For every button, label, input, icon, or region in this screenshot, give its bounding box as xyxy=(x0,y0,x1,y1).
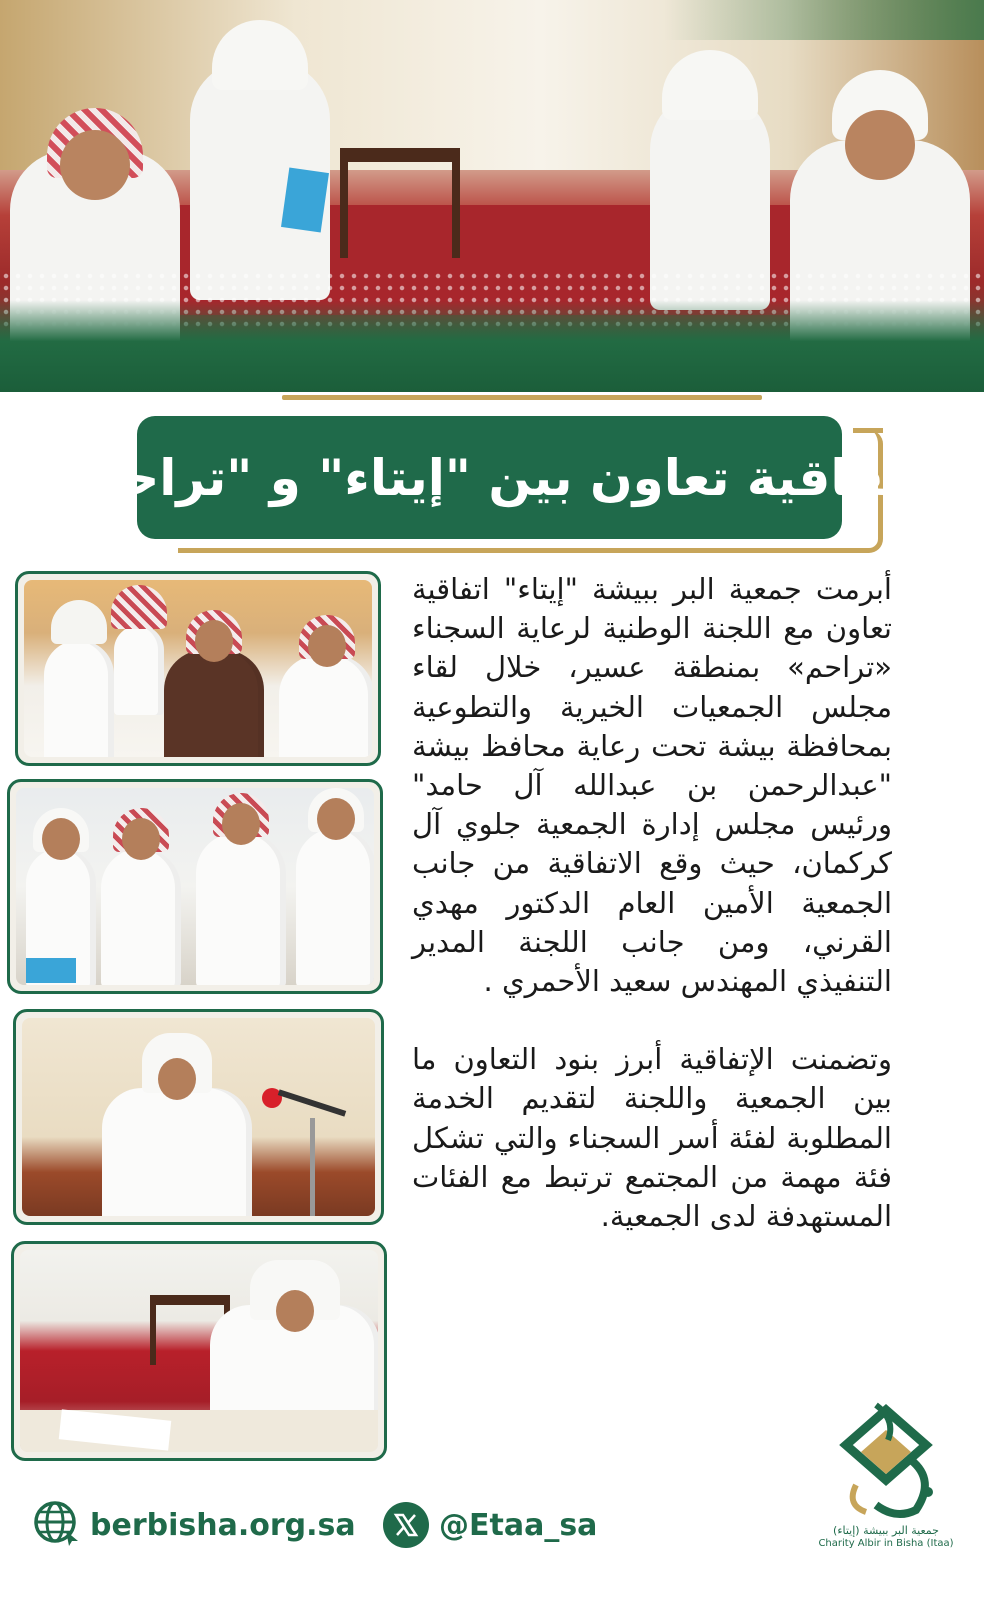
website-text: berbisha.org.sa xyxy=(90,1507,356,1543)
x-logo-icon xyxy=(383,1502,429,1548)
article-body xyxy=(412,570,892,1236)
logo-name-ar: جمعية البر ببيشة (إيتاء) xyxy=(833,1524,939,1537)
photo-group xyxy=(7,779,383,994)
globe-icon xyxy=(32,1499,80,1551)
title-ornament-line xyxy=(282,395,762,400)
x-account-link[interactable] xyxy=(383,1500,597,1550)
photo-speaker xyxy=(13,1009,384,1225)
photo-audience xyxy=(15,571,381,766)
header-photo xyxy=(0,0,984,392)
article-paragraph-1: أبرمت جمعية البر ببيشة "إيتاء" اتفاقية تعاون مع اللجنة الوطنية لرعاية السجناء «تراحم» بمنطقة عسير، خلال لقاء مجلس الجمعيات الخيرية والتطوعية بمحافظة بيشة تحت رعاية محافظ بيشة "عبدالرحمن بن عبدالله آل حامد" ورئيس مجلس إدارة الجمعية جلوي آل كركمان، حيث وقع الاتفاقية من جانب الجمعية الأمين العام الدكتور مهدي القرني، ومن جانب اللجنة المدير التنفيذي المهندس سعيد الأحمري . xyxy=(412,572,892,999)
logo-name-en: Charity Albir in Bisha (Itaa) xyxy=(818,1538,954,1549)
page-title: اتفاقية تعاون بين "إيتاء" و "تراحم" xyxy=(57,448,922,507)
article-paragraph-2: وتضمنت الإتفاقية أبرز بنود التعاون ما بين الجمعية واللجنة لتقديم الخدمة المطلوبة لفئة أسر السجناء والتي تشكل فئة مهمة من المجتمع ترتبط مع الفئات المستهدفة لدى الجمعية. xyxy=(412,1042,892,1234)
x-handle-text: @Etaa_sa xyxy=(439,1507,598,1543)
website-link[interactable] xyxy=(32,1500,356,1550)
logo-caption xyxy=(806,1524,966,1550)
title-box xyxy=(57,416,922,539)
photo-signing xyxy=(11,1241,387,1461)
